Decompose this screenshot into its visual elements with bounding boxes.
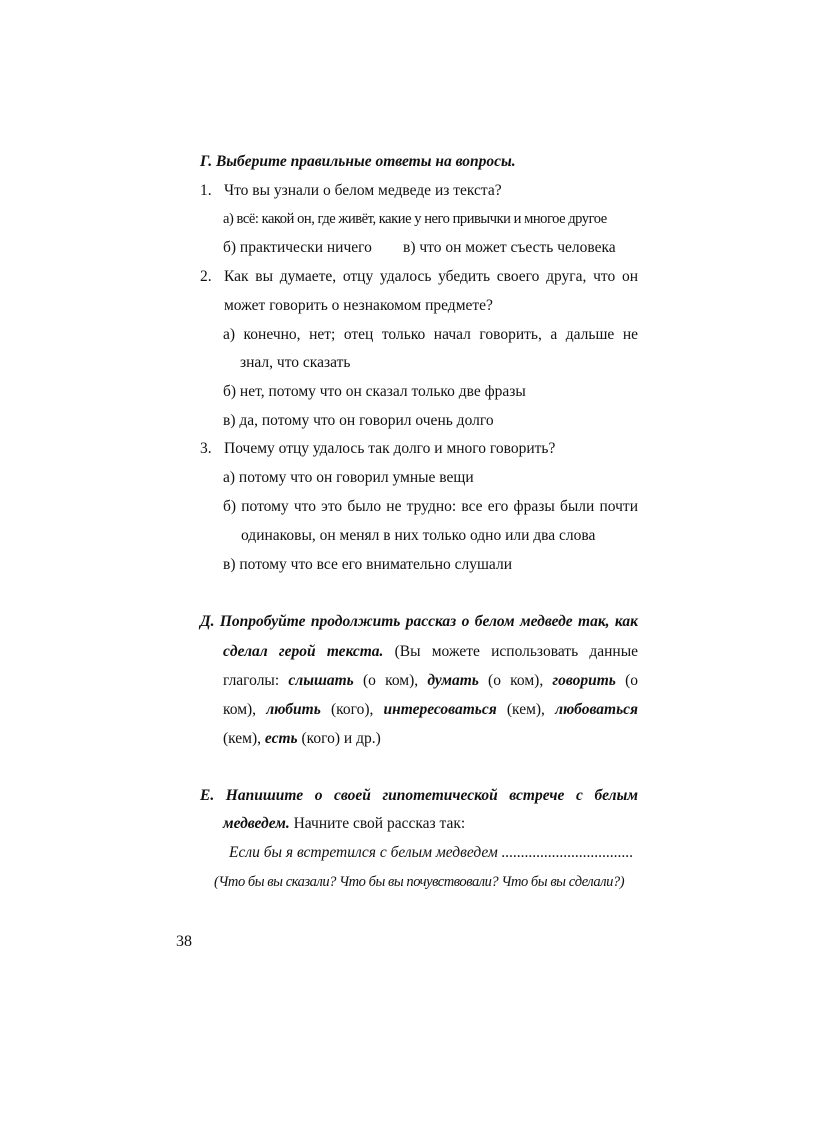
section-g-title: Г. Выберите правильные ответы на вопросы. — [200, 153, 516, 170]
section-d-verbs-line3 — [223, 729, 381, 749]
question-2-option-b: б) нет, потому что он сказал только две фразы — [223, 383, 526, 400]
page-number: 38 — [176, 933, 192, 950]
section-e-instruction: Начните свой рассказ так: — [289, 815, 466, 832]
verb-slyshat: слышать — [288, 672, 354, 689]
verb-lyubovatsya: любоваться — [555, 701, 639, 718]
verb-lyubit-arg: (кого), — [320, 701, 384, 718]
verb-interesovatsya: интересоваться — [383, 701, 497, 718]
question-2-text-line1: Как вы думаете, отцу удалось убедить своего друга, что он — [224, 268, 638, 285]
section-d-title-line1: Д. Попробуйте продолжить рассказ о белом медведе так, как — [200, 613, 638, 630]
question-1-text: Что вы узнали о белом медведе из текста? — [224, 182, 502, 199]
question-2-option-c: в) да, потому что он говорил очень долго — [223, 412, 494, 429]
verbs-line3-start: (кем), — [223, 730, 265, 747]
section-e-questions: (Что бы вы сказали? Что бы вы почувствовали? Что бы вы сделали?) — [214, 874, 625, 890]
section-d-verbs-line1 — [223, 671, 638, 691]
question-3 — [200, 439, 555, 459]
verb-interesovatsya-arg: (кем), — [496, 701, 556, 718]
question-1-option-b: б) практически ничего — [223, 239, 372, 256]
verbs-line3-end: (кого) и др.) — [297, 730, 381, 747]
question-3-option-b-line1: б) потому что это было не трудно: все его фразы были почти — [223, 498, 638, 515]
question-3-text: Почему отцу удалось так долго и много говорить? — [224, 440, 556, 457]
verbs-intro: глаголы: — [223, 672, 289, 689]
section-d-verbs-line2 — [223, 700, 638, 720]
verb-govorit: говорить — [552, 672, 616, 689]
question-2-text-line2: может говорить о незнакомом предмете? — [224, 297, 493, 314]
section-d-line2 — [223, 642, 638, 662]
section-e-prompt: Если бы я встретился с белым медведем .................................. — [229, 844, 634, 861]
question-3-option-c: в) потому что все его внимательно слушали — [223, 556, 512, 573]
section-e-title-line2: медведем. — [223, 815, 290, 832]
question-3-option-a: а) потому что он говорил умные вещи — [223, 469, 474, 486]
question-2-option-a-line2: знал, что сказать — [240, 354, 351, 371]
verb-lyubit: любить — [266, 701, 321, 718]
section-e-line2 — [223, 814, 465, 834]
question-3-option-b-line2: одинаковы, он менял в них только одно или два слова — [241, 527, 596, 544]
verb-slyshat-arg: (о ком), — [353, 672, 428, 689]
question-1-number: 1. — [200, 182, 212, 199]
question-1-option-a: а) всё: какой он, где живёт, какие у него привычки и многое другое — [223, 211, 607, 227]
section-e-title-line1: Е. Напишите о своей гипотетической встрече с белым — [200, 787, 638, 804]
section-d-instruction-start: (Вы можете использовать данные — [383, 643, 638, 660]
question-3-number: 3. — [200, 440, 212, 457]
question-1-option-c: в) что он может съесть человека — [403, 239, 616, 256]
question-1 — [200, 181, 502, 201]
verb-govorit-arg: (о — [615, 672, 638, 689]
verb-dumat-arg: (о ком), — [478, 672, 553, 689]
question-2-option-a-line1: а) конечно, нет; отец только начал говорить, а дальше не — [223, 326, 638, 343]
question-2-number: 2. — [200, 268, 212, 285]
verb-est: есть — [264, 730, 298, 747]
verbs-line2-start: ком), — [223, 701, 267, 718]
section-d-title-line2: сделал герой текста. — [223, 643, 384, 660]
verb-dumat: думать — [427, 672, 479, 689]
